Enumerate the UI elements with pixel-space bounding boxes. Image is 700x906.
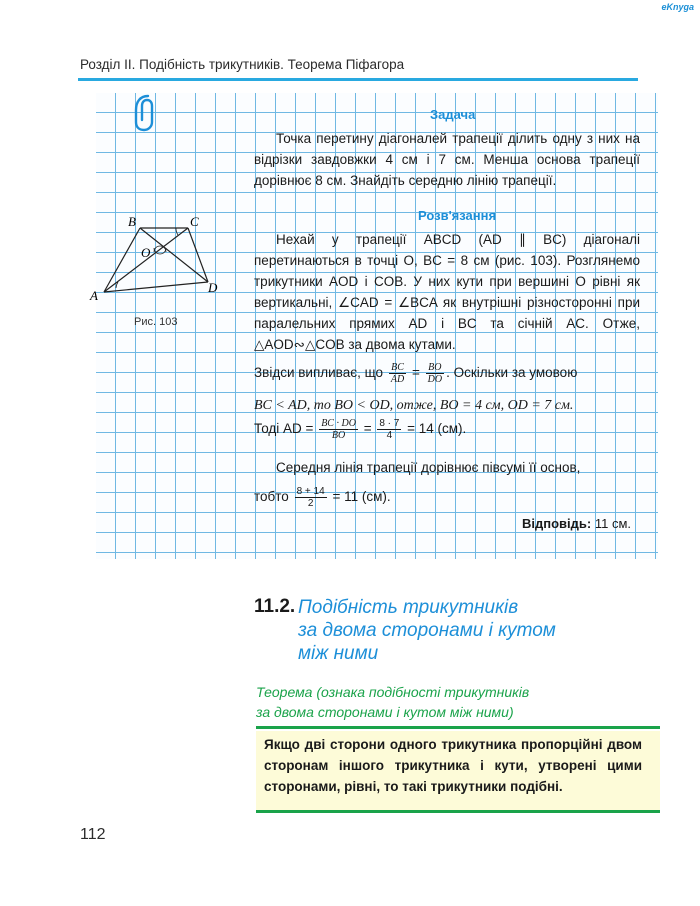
label-b: B: [128, 214, 136, 229]
theorem-text: Якщо дві сторони одного трикутника пропорційні двом сторонам іншого трикутника і кути, утворені цими сторонами, рівні, то такі трикутники подібні.: [264, 737, 642, 794]
solution-line-ad: Тоді AD = $\frac{BC \cdot DO}{BO}$ = $\frac{8 \cdot 7}{4}$ = 14 (см).: [254, 418, 467, 441]
label-c: C: [190, 214, 199, 229]
task-text: Точка перетину діагоналей трапеції ділить одну з них на відрізки завдовжки 4 см і 7 см. Менша основа трапеції дорівнює 8 см. Знайдіть середню лінію трапеції.: [254, 131, 640, 188]
theorem-bottom-rule: [256, 810, 660, 813]
section-title: Подібність трикутників за двома сторонами і кутом між ними: [298, 597, 556, 664]
section-number: 11.2.: [254, 596, 296, 617]
answer: Відповідь: 11 см.: [522, 516, 632, 531]
diagonal-ac: [104, 228, 188, 292]
fraction-8x7-4: $\frac{8 \cdot 7}{4}$: [379, 418, 400, 441]
theorem-top-rule: [256, 726, 660, 729]
solution-midline-text: Середня лінія трапеції дорівнює півсумі її основ,: [276, 460, 581, 475]
paperclip-icon: [130, 92, 160, 132]
label-a: A: [90, 288, 98, 303]
theorem-heading: Теорема (ознака подібності трикутників за двома сторонами і кутом між ними): [256, 684, 530, 720]
solution-line-inequality: BC < AD, то BO < OD, отже, BO = 4 см, OD = 7 см.: [254, 398, 574, 413]
fraction-8plus14-2: $\frac{8 + 14}{2}$: [296, 486, 325, 509]
fraction-bcdo-bo: $\frac{BC \cdot DO}{BO}$: [321, 418, 356, 441]
label-d: D: [208, 280, 218, 295]
solution-line-ratio: Звідси випливає, що $\frac{BC}{AD}$ = $\frac{BO}{DO}$ . Оскільки за умовою: [254, 362, 578, 385]
page-number: 112: [80, 826, 106, 843]
header-rule: [78, 78, 638, 81]
label-o: O: [141, 245, 151, 260]
side-ab: [104, 228, 140, 292]
solution-title: Розв'язання: [418, 208, 497, 223]
task-title: Задача: [430, 107, 476, 122]
fraction-bo-do: $\frac{BO}{DO}$: [427, 362, 443, 385]
angle-mark-c: [176, 228, 178, 235]
figure-trapezoid: [88, 210, 228, 310]
publisher-logo: eKnyga: [661, 2, 694, 12]
figure-caption: Рис. 103: [134, 316, 178, 328]
solution-paragraph: Нехай у трапеції ABCD (AD ∥ BC) діагоналі перетинаються в точці O, BC = 8 см (рис. 103). Розглянемо трикутники AOD і COB. У них кути при вершині O рівні як вертикальні, ∠CAD = ∠BCA як внутрішні різносторонні при паралельних прямих AD і BC та січній AC. Отже, △AOD∾△COB за двома кутами.: [254, 232, 640, 352]
solution-line-midline: тобто $\frac{8 + 14}{2}$ = 11 (см).: [254, 486, 391, 509]
running-header: Розділ ІІ. Подібність трикутників. Теорема Піфагора: [80, 57, 405, 72]
fraction-bc-ad: $\frac{BC}{AD}$: [390, 362, 405, 385]
side-ad: [104, 282, 208, 292]
